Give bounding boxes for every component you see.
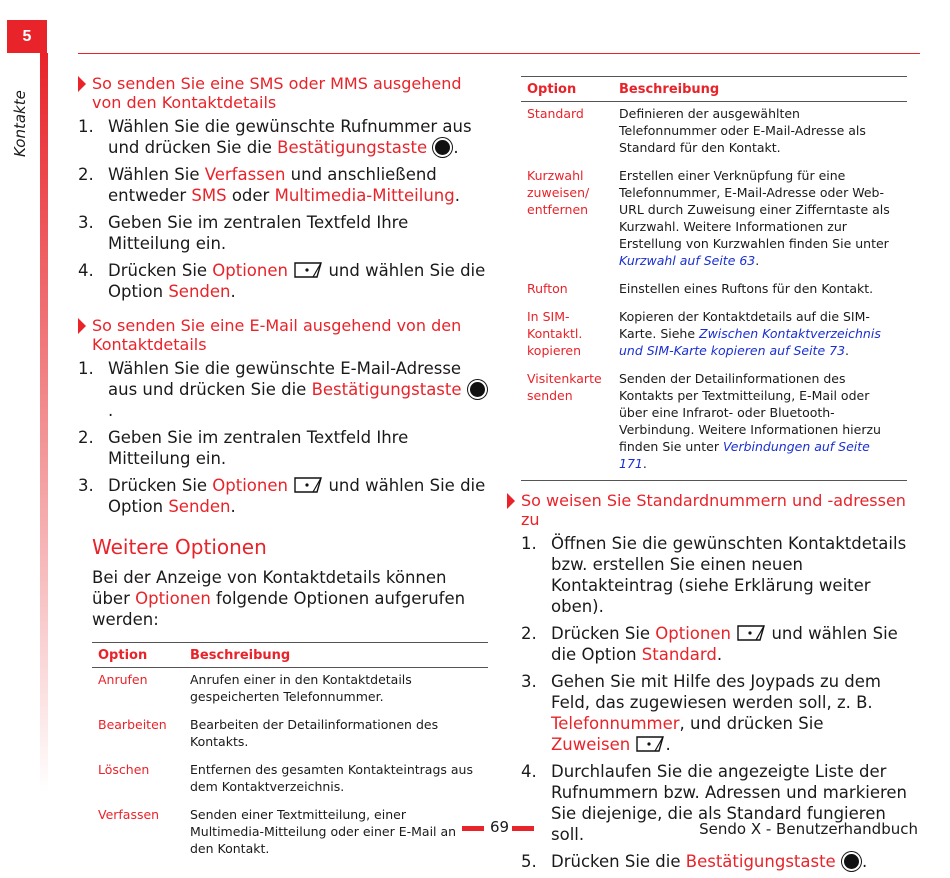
footer-title: Sendo X - Benutzerhandbuch bbox=[699, 820, 918, 838]
column-header: Beschreibung bbox=[613, 77, 907, 102]
list-item: 3. Drücken Sie Optionen und wählen Sie die Option Senden. bbox=[78, 476, 486, 516]
footer-bar-right bbox=[512, 826, 534, 831]
table-row: Kurzwahl zuweisen/ entfernen Erstellen einer Verknüpfung für eine Telefonnummer, E-Mail-Adresse oder Web-URL durch Zuweisung einer Zifferntaste als Kurzwahl. Weitere Informationen zur Erstellung von Kurzwahlen finden Sie unter Kurzwahl auf Seite 63. bbox=[527, 168, 890, 268]
list-item: 1. Wählen Sie die gewünschte E-Mail-Adresse aus und drücken Sie die Bestätigungstaste . bbox=[78, 358, 488, 421]
chapter-number-tab: 5 bbox=[7, 20, 47, 53]
section-heading-standard: So weisen Sie Standardnummern und -adressen zu bbox=[507, 491, 907, 529]
page-number: 69 bbox=[490, 818, 510, 836]
list-item: 5. Drücken Sie die Bestätigungstaste . bbox=[521, 852, 868, 871]
left-column bbox=[78, 74, 488, 865]
softkey-icon bbox=[635, 735, 665, 753]
top-rule bbox=[78, 53, 920, 54]
list-item: 4. Durchlaufen Sie die angezeigte Liste der Rufnummern bzw. Adressen und markieren Sie diejenige, die als Standard fungieren soll. bbox=[521, 762, 908, 844]
list-item: 1. Öffnen Sie die gewünschten Kontaktdetails bzw. erstellen Sie einen neuen Kontakteintrag (siehe Erklärung weiter oben). bbox=[521, 534, 907, 616]
softkey-icon bbox=[293, 261, 323, 279]
table-row: Visitenkarte senden Senden der Detailinformationen des Kontakts per Textmitteilung, E-Mail oder über eine Infrarot- oder Bluetooth-Verbindung. Weitere Informationen hierzu finden Sie unter Verbindungen auf Seite 171. bbox=[521, 367, 907, 481]
list-item: 3. Gehen Sie mit Hilfe des Joypads zu dem Feld, das zugewiesen werden soll, z. B. Telefonnummer, und drücken Sie Zuweisen . bbox=[521, 672, 882, 754]
table-row: Anrufen Anrufen einer in den Kontaktdetails gespeicherten Telefonnummer. bbox=[98, 672, 412, 704]
list-item: 2. Drücken Sie Optionen und wählen Sie die Option Standard. bbox=[521, 624, 898, 664]
chapter-side-bar bbox=[40, 53, 48, 793]
arrow-icon bbox=[78, 76, 86, 92]
options-table-left bbox=[92, 642, 488, 865]
table-row: Verfassen Senden einer Textmitteilung, einer Multimedia-Mitteilung oder einer E-Mail an den Kontakt. bbox=[98, 807, 457, 856]
cross-reference-link[interactable]: Kurzwahl auf Seite 63 bbox=[619, 253, 756, 268]
chapter-label: Kontakte bbox=[11, 90, 29, 157]
list-item: 1. Wählen Sie die gewünschte Rufnummer aus und drücken Sie die Bestätigungstaste . bbox=[78, 117, 472, 157]
column-header: Option bbox=[521, 77, 613, 102]
steps-sms bbox=[78, 116, 488, 302]
list-item: 4. Drücken Sie Optionen und wählen Sie die Option Senden. bbox=[78, 261, 486, 301]
softkey-icon bbox=[736, 624, 766, 642]
arrow-icon bbox=[78, 318, 86, 334]
section-heading-sms: So senden Sie eine SMS oder MMS ausgehend von den Kontaktdetails bbox=[78, 74, 488, 112]
table-row: Standard Definieren der ausgewählten Telefonnummer oder E-Mail-Adresse als Standard für den Kontakt. bbox=[527, 106, 866, 155]
column-header: Beschreibung bbox=[184, 643, 488, 668]
options-table-right bbox=[521, 76, 907, 481]
ok-key-icon bbox=[470, 382, 485, 397]
table-row: Rufton Einstellen eines Ruftons für den Kontakt. bbox=[527, 281, 874, 296]
table-row: In SIM-Kontaktl. kopieren Kopieren der Kontaktdetails auf die SIM-Karte. Siehe Zwischen Kontaktverzeichnis und SIM-Karte kopieren auf Seite 73. bbox=[527, 309, 881, 358]
ok-key-icon bbox=[435, 140, 450, 155]
ok-key-icon bbox=[844, 854, 859, 869]
cross-reference-link[interactable]: Zwischen Kontaktverzeichnis und SIM-Karte kopieren auf Seite 73 bbox=[619, 326, 881, 358]
arrow-icon bbox=[507, 493, 515, 509]
column-header: Option bbox=[92, 643, 184, 668]
intro-paragraph: Bei der Anzeige von Kontaktdetails können über Optionen folgende Optionen aufgerufen werden: bbox=[92, 568, 466, 629]
table-row: Bearbeiten Bearbeiten der Detailinformationen des Kontakts. bbox=[98, 717, 439, 749]
list-item: 2. Geben Sie im zentralen Textfeld Ihre Mitteilung ein. bbox=[78, 428, 409, 468]
cross-reference-link[interactable]: Verbindungen auf Seite 171 bbox=[619, 439, 870, 471]
section-heading-email: So senden Sie eine E-Mail ausgehend von den Kontaktdetails bbox=[78, 316, 488, 354]
heading-weitere-optionen: Weitere Optionen bbox=[92, 535, 267, 559]
list-item: 2. Wählen Sie Verfassen und anschließend entweder SMS oder Multimedia-Mitteilung. bbox=[78, 165, 460, 205]
softkey-icon bbox=[293, 476, 323, 494]
steps-email bbox=[78, 358, 488, 517]
footer-bar-left bbox=[462, 826, 484, 831]
table-row: Löschen Entfernen des gesamten Kontakteintrags aus dem Kontaktverzeichnis. bbox=[98, 762, 473, 794]
list-item: 3. Geben Sie im zentralen Textfeld Ihre Mitteilung ein. bbox=[78, 213, 409, 253]
right-column bbox=[521, 76, 907, 878]
